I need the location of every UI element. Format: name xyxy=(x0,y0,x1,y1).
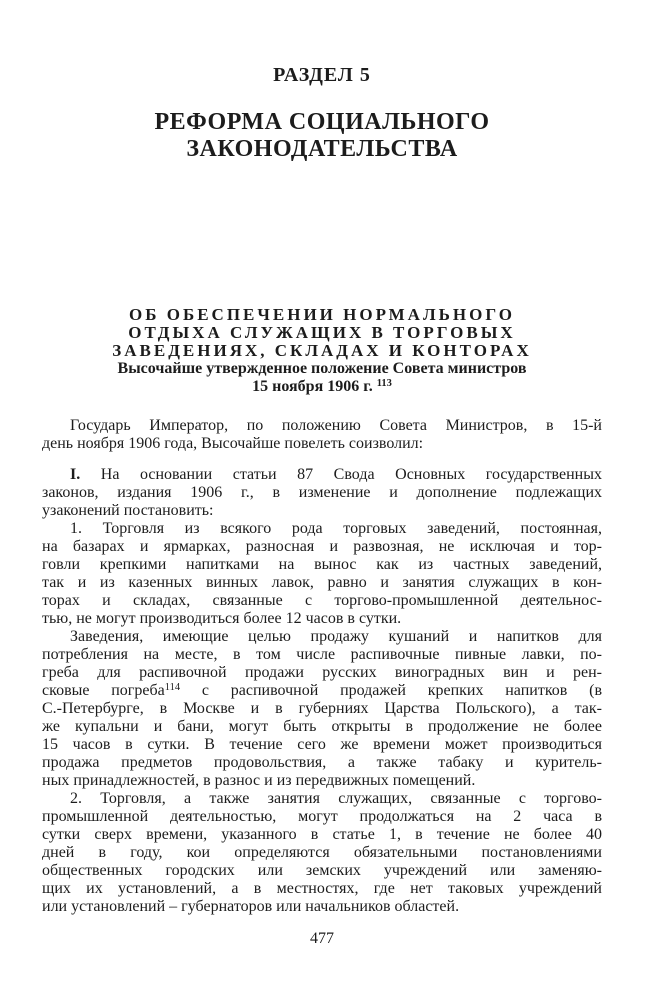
text-line: законов, издания 1906 г., в изменение и дополнение подлежащих xyxy=(42,484,602,501)
text-segment: На основании статьи 87 Свода Основных государственных xyxy=(80,466,602,483)
clause-number-roman: I. xyxy=(70,466,81,483)
text-line: 1. Торговля из всякого рода торговых заведений, постоянная, xyxy=(70,520,602,537)
text-line: говли крепкими напитками на вынос как из частных заведений, xyxy=(42,556,602,573)
text-line: ных принадлежностей, в разнос и из передвижных помещений. xyxy=(42,772,476,789)
article-subheading: Высочайше утвержденное положение Совета министров xyxy=(117,360,527,377)
text-line: Государь Император, по положению Совета Министров, в 15-й xyxy=(70,417,602,434)
text-line: потребления на месте, в том числе распивочные пивные лавки, по- xyxy=(42,646,602,663)
article-heading xyxy=(42,306,602,360)
text-line: общественных городских или земских учреждений или заменяю- xyxy=(42,862,602,879)
article-heading-line-2: ОТДЫХА СЛУЖАЩИХ В ТОРГОВЫХ xyxy=(128,323,516,342)
article-heading-line-1: ОБ ОБЕСПЕЧЕНИИ НОРМАЛЬНОГО xyxy=(129,305,515,324)
text-line: С.-Петербурге, в Москве и в губерниях Царства Польского), а так- xyxy=(42,700,602,717)
text-line: 15 часов в сутки. В течение сего же времени может производиться xyxy=(42,736,602,753)
text-line: торах и складах, связанные с торгово-промышленной деятельнос- xyxy=(42,592,602,609)
footnote-ref-114: 114 xyxy=(164,682,181,693)
text-line xyxy=(42,466,602,484)
text-line: 2. Торговля, а также занятия служащих, связанные с торгово- xyxy=(70,790,602,807)
text-line: так и из казенных винных лавок, равно и занятия служащих в кон- xyxy=(42,574,602,591)
text-line: греба для распивочной продажи русских виноградных вин и рен- xyxy=(42,664,602,681)
text-line: на базарах и ярмарках, разносная и развозная, не исключая и тор- xyxy=(42,538,602,555)
text-line: день ноября 1906 года, Высочайше повелеть соизволил: xyxy=(42,435,424,452)
text-line: тью, не могут производиться более 12 часов в сутки. xyxy=(42,610,402,627)
text-line: же купальни и бани, могут быть открыты в продолжение не более xyxy=(42,718,602,735)
text-line: продажа предметов продовольствия, а также табаку и куритель- xyxy=(42,754,602,771)
text-line: промышленной деятельностью, могут продолжаться на 2 часа в xyxy=(42,808,602,825)
page-number: 477 xyxy=(310,930,334,947)
text-line: узаконений постановить: xyxy=(42,502,214,519)
text-line: сутки сверх времени, указанного в статье 1, в течение не более 40 xyxy=(42,826,602,843)
article-dateline xyxy=(42,378,602,398)
text-line xyxy=(42,682,602,700)
article-heading-line-3: ЗАВЕДЕНИЯХ, СКЛАДАХ И КОНТОРАХ xyxy=(112,341,532,360)
footnote-ref-113: 113 xyxy=(376,378,392,389)
text-segment: сковые погреба xyxy=(42,682,165,699)
article-date-text: 15 ноября 1906 г. xyxy=(252,378,373,395)
section-kicker: РАЗДЕЛ 5 xyxy=(273,64,371,86)
article-body xyxy=(42,417,602,916)
text-line: или установлений – губернаторов или начальников областей. xyxy=(42,898,460,915)
text-line: Заведения, имеющие целью продажу кушаний и напитков для xyxy=(70,628,602,645)
section-title xyxy=(42,109,602,163)
text-line: щих их установлений, а в местностях, где нет таковых учреждений xyxy=(42,880,602,897)
section-title-line-1: РЕФОРМА СОЦИАЛЬНОГО xyxy=(154,109,490,135)
text-line: дней в году, кои определяются обязательными постановлениями xyxy=(42,844,602,861)
text-segment: с распивочной продажей крепких напитков (в xyxy=(180,682,602,699)
section-title-line-2: ЗАКОНОДАТЕЛЬСТВА xyxy=(186,136,458,162)
